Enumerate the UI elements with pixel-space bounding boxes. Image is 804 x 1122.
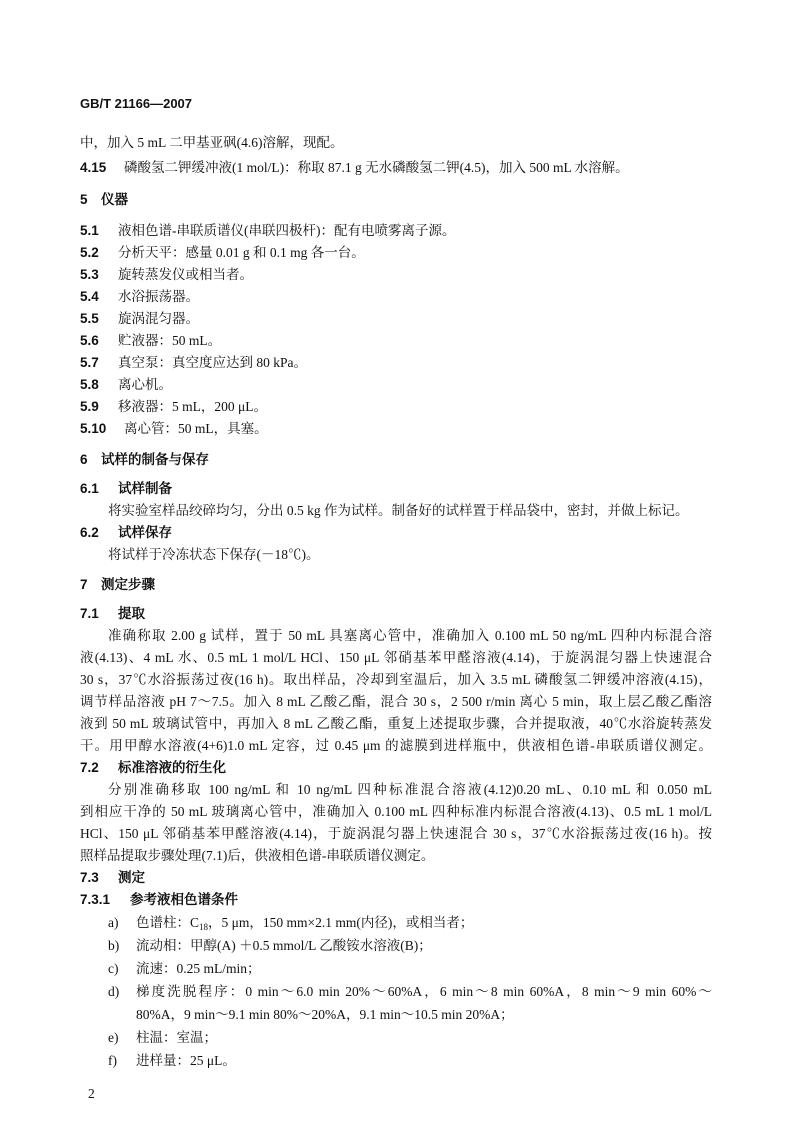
paragraph-line: 照样品提取步骤处理(7.1)后，供液相色谱-串联质谱仪测定。: [80, 848, 435, 863]
condition-item: [108, 1029, 217, 1047]
section-number: 6: [80, 452, 88, 467]
clause-number: 5.4: [80, 289, 99, 304]
item-text: 梯度洗脱程序：0 min～6.0 min 20%～60%A，6 min～8 min 60%A，8 min～9 min 60%～: [136, 984, 712, 999]
paragraph-line: 到相应干净的 50 mL 玻璃离心管中，准确加入 0.100 mL 四种标准内标混合溶液(4.13)、0.5 mL 1 mol/L: [80, 804, 712, 819]
clause-text: 旋转蒸发仪或相当者。: [118, 267, 253, 282]
clause-number: 7.3: [80, 870, 99, 885]
standard-code: GB/T 21166—2007: [80, 96, 193, 111]
apparatus-item: [80, 398, 267, 416]
clause-number: 7.2: [80, 760, 99, 775]
item-label: d): [108, 984, 120, 999]
apparatus-item: [80, 354, 307, 372]
clause-number: 5.9: [80, 399, 99, 414]
clause-text: 贮液器：50 mL。: [118, 333, 222, 348]
clause-title: 提取: [118, 606, 145, 621]
item-label: f): [108, 1053, 117, 1068]
apparatus-item: [80, 420, 268, 438]
clause-number: 6.1: [80, 481, 99, 496]
condition-item: [108, 1052, 236, 1070]
clause-4-15: [80, 159, 629, 177]
item-label: c): [108, 961, 119, 976]
clause-heading-7-3: [80, 869, 145, 887]
clause-text: 液相色谱-串联质谱仪(串联四极杆)：配有电喷雾离子源。: [118, 223, 456, 238]
section-title: 仪器: [101, 192, 128, 207]
paragraph-line: 液到 50 mL 玻璃试管中，再加入 8 mL 乙酸乙酯，重复上述提取步骤，合并提取液，40℃水浴旋转蒸发: [80, 716, 712, 731]
paragraph-line: 准确称取 2.00 g 试样，置于 50 mL 具塞离心管中，准确加入 0.100 mL 50 ng/mL 四种内标混合溶: [108, 628, 712, 643]
condition-item: [108, 914, 473, 932]
clause-title: 参考液相色谱条件: [130, 892, 238, 907]
clause-number: 5.10: [80, 421, 107, 436]
item-text-continuation: 80%A，9 min～9.1 min 80%～20%A，9.1 min～10.5 min 20%A；: [136, 1007, 514, 1022]
apparatus-item: [80, 244, 365, 262]
clause-number: 5.3: [80, 267, 99, 282]
clause-heading-6-1: [80, 480, 172, 498]
item-text: 流动相：甲醇(A) ＋0.5 mmol/L 乙酸铵水溶液(B)；: [136, 938, 432, 953]
section-number: 5: [80, 192, 88, 207]
apparatus-item: [80, 310, 199, 328]
section-title: 测定步骤: [101, 577, 155, 592]
apparatus-item: [80, 288, 199, 306]
item-text-part: ，5 μm，150 mm×2.1 mm(内径)，或相当者；: [208, 915, 474, 930]
clause-text: 水浴振荡器。: [118, 289, 199, 304]
page-number: 2: [88, 1086, 95, 1101]
clause-number: 4.15: [80, 160, 107, 175]
paragraph-line: 30 s，37℃水浴振荡过夜(16 h)。取出样品，冷却到室温后，加入 3.5 mL 磷酸氢二钾缓冲溶液(4.15)，: [80, 672, 712, 687]
apparatus-item: [80, 376, 172, 394]
clause-title: 试样保存: [118, 525, 172, 540]
subscript: 18: [199, 922, 209, 932]
paragraph-line: 干。用甲醇水溶液(4+6)1.0 mL 定容，过 0.45 μm 的滤膜到进样瓶中，供液相色谱-串联质谱仪测定。: [80, 738, 712, 753]
clause-title: 标准溶液的衍生化: [118, 760, 226, 775]
clause-heading-7-1: [80, 605, 145, 623]
continued-paragraph: 中，加入 5 mL 二甲基亚砜(4.6)溶解，现配。: [80, 135, 344, 150]
apparatus-item: [80, 266, 253, 284]
paragraph-line: 分别准确移取 100 ng/mL 和 10 ng/mL 四种标准混合溶液(4.12)0.20 mL、0.10 mL 和 0.050 mL: [108, 782, 712, 797]
section-heading-7: [80, 576, 155, 594]
clause-text: 离心机。: [118, 377, 172, 392]
section-number: 7: [80, 577, 88, 592]
clause-number: 5.5: [80, 311, 99, 326]
clause-number: 5.8: [80, 377, 99, 392]
clause-number: 5.1: [80, 223, 99, 238]
condition-item: [108, 937, 432, 955]
clause-text: 移液器：5 mL，200 μL。: [118, 399, 267, 414]
clause-number: 5.7: [80, 355, 99, 370]
clause-title: 试样制备: [118, 481, 172, 496]
section-title: 试样的制备与保存: [101, 452, 209, 467]
clause-text: 真空泵：真空度应达到 80 kPa。: [118, 355, 307, 370]
clause-number: 5.2: [80, 245, 99, 260]
clause-number: 7.1: [80, 606, 99, 621]
condition-item: [108, 983, 712, 1001]
clause-text: 分析天平：感量 0.01 g 和 0.1 mg 各一台。: [118, 245, 365, 260]
clause-heading-7-3-1: [80, 891, 238, 909]
clause-text: 离心管：50 mL，具塞。: [124, 421, 268, 436]
apparatus-item: [80, 332, 221, 350]
item-text-part: 色谱柱：C: [136, 915, 200, 930]
item-text: 流速：0.25 mL/min；: [136, 961, 261, 976]
condition-item: [108, 960, 261, 978]
item-text: [136, 915, 473, 930]
item-text: 进样量：25 μL。: [136, 1053, 236, 1068]
clause-body: 将实验室样品绞碎均匀，分出 0.5 kg 作为试样。制备好的试样置于样品袋中，密封，并做上标记。: [108, 503, 689, 518]
section-heading-6: [80, 451, 209, 469]
item-label: a): [108, 915, 119, 930]
clause-heading-7-2: [80, 759, 226, 777]
clause-number: 5.6: [80, 333, 99, 348]
item-text: 柱温：室温；: [136, 1030, 217, 1045]
paragraph-line: 液(4.13)、4 mL 水、0.5 mL 1 mol/L HCl、150 μL 邻硝基苯甲醛溶液(4.14)，于旋涡混匀器上快速混合: [80, 650, 712, 665]
clause-number: 7.3.1: [80, 892, 111, 907]
clause-text: 旋涡混匀器。: [118, 311, 199, 326]
clause-text: 磷酸氢二钾缓冲液(1 mol/L)：称取 87.1 g 无水磷酸氢二钾(4.5)，加入 500 mL 水溶解。: [124, 160, 629, 175]
paragraph-line: HCl、150 μL 邻硝基苯甲醛溶液(4.14)，于旋涡混匀器上快速混合 30 s，37℃水浴振荡过夜(16 h)。按: [80, 826, 712, 841]
paragraph-line: 调节样品溶液 pH 7～7.5。加入 8 mL 乙酸乙酯，混合 30 s，2 500 r/min 离心 5 min，取上层乙酸乙酯溶: [80, 694, 712, 709]
item-label: e): [108, 1030, 119, 1045]
clause-title: 测定: [118, 870, 145, 885]
clause-body: 将试样于冷冻状态下保存(－18℃)。: [108, 547, 320, 562]
item-label: b): [108, 938, 120, 953]
section-heading-5: [80, 191, 128, 209]
apparatus-item: [80, 222, 456, 240]
clause-heading-6-2: [80, 524, 172, 542]
clause-number: 6.2: [80, 525, 99, 540]
